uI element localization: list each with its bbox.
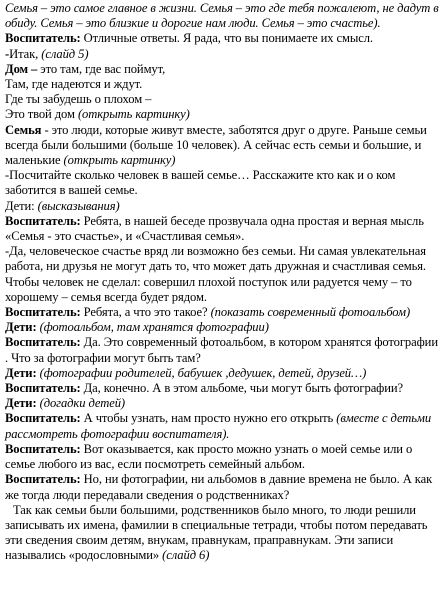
bold-text: Воспитатель: xyxy=(5,335,81,350)
bold-text: Дом – xyxy=(5,61,38,76)
paragraph xyxy=(5,92,439,107)
text-run: -Посчитайте сколько человек в вашей семье… Расскажите кто как и о ком заботится в вашей семье. xyxy=(5,168,396,198)
italic-text: (слайд 5) xyxy=(41,46,89,61)
text-run: Вот оказывается, как просто можно узнать о моей семье или о семье любого из вас, если посмотреть семейный альбом. xyxy=(5,441,413,472)
italic-text: (открыть картинку) xyxy=(63,153,176,168)
paragraph xyxy=(5,168,439,198)
italic-text: (вместе с детьми рассмотреть фотографии воспитателя). xyxy=(5,411,432,441)
italic-text: (высказывания) xyxy=(37,198,120,213)
bold-text: Дети: xyxy=(5,320,40,335)
bold-text: Семья xyxy=(5,122,42,137)
paragraph xyxy=(5,77,439,92)
text-run: Итак, xyxy=(9,46,42,61)
paragraph xyxy=(5,442,439,472)
text-run: - это люди, которые живут вместе, заботятся друг о друге. Раньше семьи всегда были большими (больше 10 человек). А сейчас есть семьи и большие, и маленькие xyxy=(5,122,427,168)
bold-text: Дети: xyxy=(5,365,40,380)
text-run: Отличные ответы. Я рада, что вы понимаете их смысл. xyxy=(80,31,373,46)
bold-text: Воспитатель: xyxy=(5,213,81,228)
text-run: это там, где вас поймут, xyxy=(37,61,166,76)
paragraph xyxy=(5,244,439,305)
text-run: Но, ни фотографии, ни альбомов в давние времена не было. А как же тогда люди передавали сведения о родственниках? xyxy=(5,472,433,502)
text-run: Где ты забудешь о плохом – xyxy=(5,92,152,107)
italic-text: (показать современный фотоальбом) xyxy=(210,305,411,320)
paragraph xyxy=(5,199,439,214)
text-run: Так как семьи были большими, родственников было много, то люди решили записывать их имена, фамилии в специальные тетради, чтобы потом передавать эти сведения своим детям, внукам, правнукам, праправнукам. Эти записи назывались «родословными» xyxy=(5,502,428,563)
bold-text: Дети: xyxy=(5,396,40,411)
paragraph xyxy=(5,366,439,381)
text-run: Ребята, а что это такое? xyxy=(80,305,211,320)
paragraph xyxy=(5,472,439,502)
paragraph xyxy=(5,31,439,46)
italic-text: (открыть картинку) xyxy=(77,107,190,122)
paragraph xyxy=(5,335,439,365)
bold-text: Воспитатель: xyxy=(5,381,81,396)
italic-text: (догадки детей) xyxy=(39,396,125,411)
paragraph xyxy=(5,123,439,169)
italic-text: (фотоальбом, там хранятся фотографии) xyxy=(39,320,269,335)
bold-text: Воспитатель: xyxy=(5,441,81,456)
paragraph xyxy=(5,107,439,122)
paragraph xyxy=(5,47,439,62)
text-run: Ребята, в нашей беседе прозвучала одна простая и верная мысль «Семья - это счастье», и «Счастливая семья». xyxy=(5,213,424,244)
paragraph xyxy=(5,214,439,244)
bold-text: Воспитатель: xyxy=(5,472,81,487)
text-run: Да, конечно. А в этом альбоме, чьи могут быть фотографии? xyxy=(80,381,404,396)
italic-text: (фотографии родителей, бабушек ,дедушек, детей, друзей…) xyxy=(39,365,367,380)
text-run: Дети: xyxy=(5,198,38,213)
bold-text: Воспитатель: xyxy=(5,31,81,46)
paragraph xyxy=(5,396,439,411)
text-run: -Да, человеческое счастье вряд ли возможно без семьи. Ни самая увлекательная работа, ни друзья не могут дать то, что может дать дружная и счастливая семья. Чтобы человек не сделал: совершил плохой поступок или радуется чему – то хорошему – семья всегда будет рядом. xyxy=(5,244,426,304)
paragraph xyxy=(5,320,439,335)
text-run: Это твой дом xyxy=(5,107,78,122)
paragraph xyxy=(5,381,439,396)
text-run: А чтобы узнать, нам просто нужно его открыть xyxy=(80,411,337,426)
bold-text: Воспитатель: xyxy=(5,305,81,320)
paragraph xyxy=(5,411,439,441)
paragraph xyxy=(5,1,439,31)
text-run: Да. Это современный фотоальбом, в котором хранятся фотографии . Что за фотографии могут быть там? xyxy=(5,335,438,365)
paragraph xyxy=(5,503,439,564)
italic-text: (слайд 6) xyxy=(162,548,210,563)
italic-text: Семья – это самое главное в жизни. Семья – это где тебя пожалеют, не дадут в обиду. Семья – это близкие и дорогие нам люди. Семья – это счастье). xyxy=(5,1,439,31)
paragraph xyxy=(5,305,439,320)
bold-text: - xyxy=(5,46,10,61)
paragraph xyxy=(5,62,439,77)
text-run: Там, где надеются и ждут. xyxy=(5,77,143,92)
bold-text: Воспитатель: xyxy=(5,411,81,426)
